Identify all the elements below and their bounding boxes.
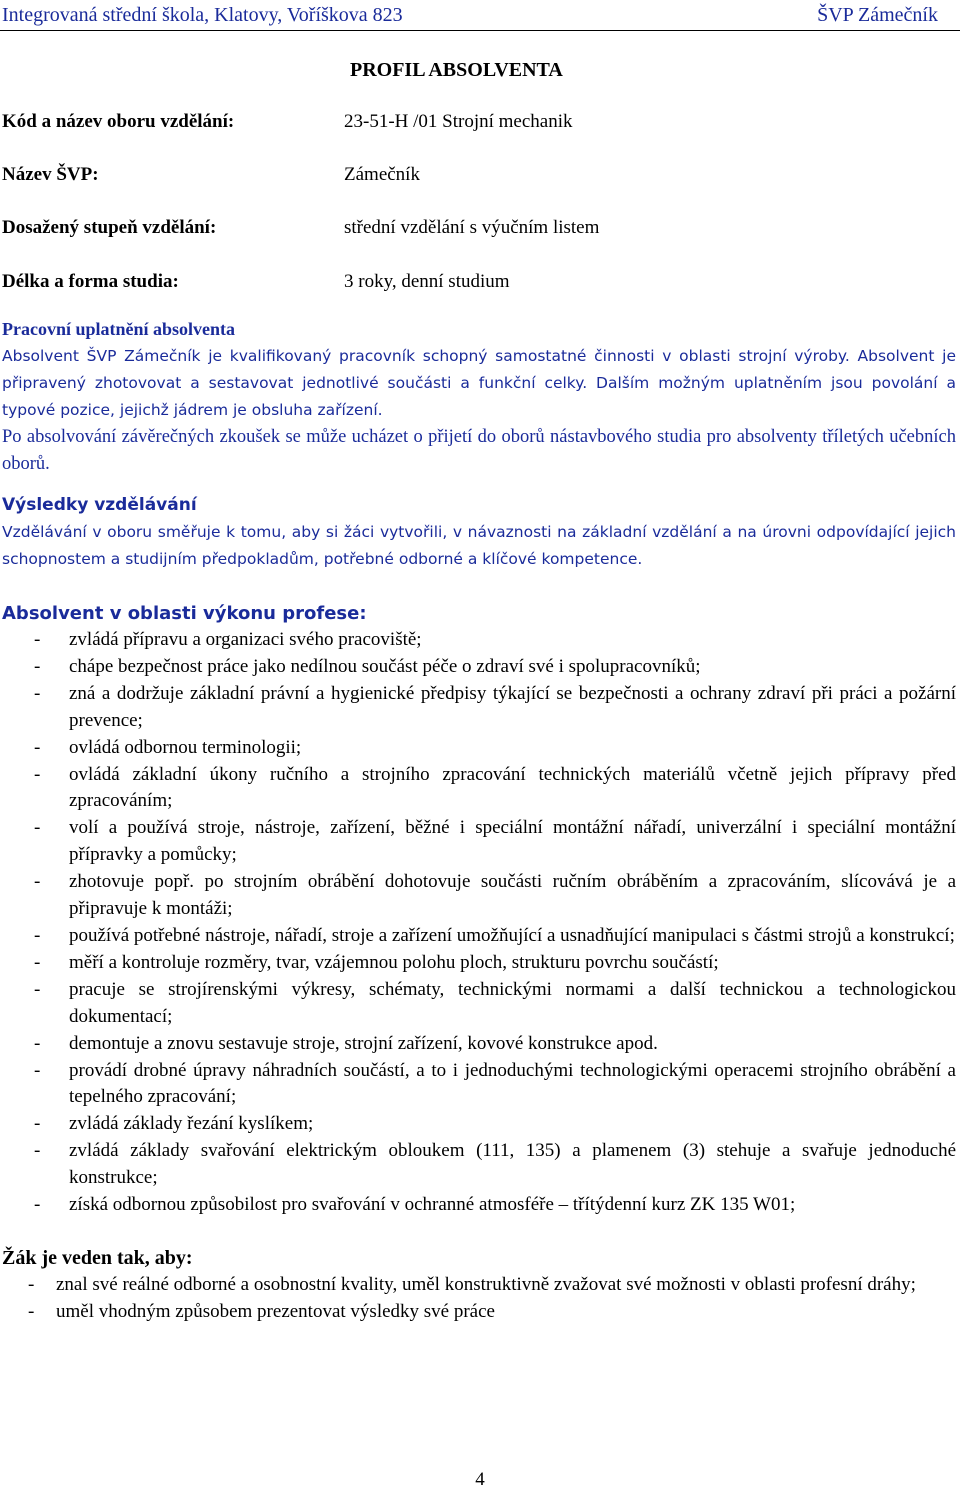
list-item: - zhotovuje popř. po strojním obrábění dohotovuje součásti ručním obráběním a zpracováním, slícovává je a připravuje k montáži; — [34, 871, 956, 920]
list-item: - volí a používá stroje, nástroje, zařízení, běžné i speciální montážní nářadí, univerzální i speciální montážní přípravky a pomůcky; — [34, 817, 956, 866]
info-row-duration — [0, 268, 960, 296]
section-heading-student: Žák je veden tak, aby: — [2, 1246, 193, 1269]
list-item: - uměl vhodným způsobem prezentovat výsledky své práce — [28, 1300, 495, 1322]
section-heading-profession: Absolvent v oblasti výkonu profese: — [2, 603, 367, 624]
list-item: - demontuje a znovu sestavuje stroje, strojní zařízení, kovové konstrukce apod. — [34, 1032, 658, 1054]
info-label: Délka a forma studia: — [2, 271, 179, 292]
header-program: ŠVP Zámečník — [817, 4, 938, 26]
page-header — [0, 0, 960, 31]
info-value: Zámečník — [344, 164, 420, 185]
info-value: 3 roky, denní studium — [344, 271, 510, 292]
list-item: - zvládá základy řezání kyslíkem; — [34, 1113, 314, 1135]
paragraph-further-study: Po absolvování závěrečných zkoušek se může ucházet o přijetí do oborů nástavbového studia pro absolventy tříletých učebních oborů. — [2, 427, 956, 474]
info-value: 23-51-H /01 Strojní mechanik — [344, 111, 573, 132]
list-item: - ovládá odbornou terminologii; — [34, 736, 302, 758]
document-body — [2, 316, 956, 1326]
info-row-level — [0, 214, 960, 242]
paragraph-results: Vzdělávání v oboru směřuje k tomu, aby si žáci vytvořili, v návaznosti na základní vzdělání a na úrovni odpovídající jejich schopnostem a studijním předpokladům, potřebné odborné a klíčové kompetence. — [2, 523, 956, 568]
page-title: PROFIL ABSOLVENTA — [350, 59, 563, 81]
header-school: Integrovaná střední škola, Klatovy, Voříškova 823 — [2, 4, 403, 26]
list-item: - pracuje se strojírenskými výkresy, schématy, technickými normami a další technickou a technologickou dokumentací; — [34, 978, 956, 1027]
list-item: - zvládá přípravu a organizaci svého pracoviště; — [34, 629, 422, 650]
list-item: - měří a kontroluje rozměry, tvar, vzájemnou polohu ploch, strukturu povrchu součástí; — [34, 951, 719, 973]
list-item: - provádí drobné úpravy náhradních součástí, a to i jednoduchými technologickými operacemi strojního obrábění a tepelného zpracování; — [34, 1059, 956, 1108]
info-row-svp — [0, 161, 960, 189]
list-item: - zvládá základy svařování elektrickým obloukem (111, 135) a plamenem (3) stehuje a svařuje jednoduché konstrukce; — [34, 1140, 956, 1189]
list-item: - ovládá základní úkony ručního a strojního zpracování technických materiálů včetně jejich přípravy před zpracováním; — [34, 763, 956, 812]
info-label: Dosažený stupeň vzdělání: — [2, 217, 217, 238]
list-item: - zná a dodržuje základní právní a hygienické předpisy týkající se bezpečnosti a ochrany zdraví při práci a požární prevence; — [34, 682, 956, 731]
list-item: - získá odbornou způsobilost pro svařování v ochranné atmosféře – třítýdenní kurz ZK 135 W01; — [34, 1194, 796, 1216]
student-list — [2, 1272, 956, 1326]
section-heading-employment: Pracovní uplatnění absolventa — [2, 319, 236, 339]
section-heading-results: Výsledky vzdělávání — [2, 495, 197, 515]
list-item: - chápe bezpečnost práce jako nedílnou součást péče o zdraví své i spolupracovníků; — [34, 655, 701, 677]
info-row-code — [0, 108, 960, 136]
info-value: střední vzdělání s výučním listem — [344, 217, 600, 238]
page-number: 4 — [475, 1469, 485, 1490]
paragraph-employment: Absolvent ŠVP Zámečník je kvalifikovaný pracovník schopný samostatné činnosti v oblasti strojní výroby. Absolvent je připravený zhotovovat a sestavovat jednotlivé součásti a funkční celky. Dalším možným uplatněním jsou povolání a typové pozice, jejichž jádrem je obsluha zařízení. — [2, 347, 956, 419]
info-label: Název ŠVP: — [2, 164, 99, 185]
list-item: - znal své reálné odborné a osobnostní kvality, uměl konstruktivně zvažovat své možnosti v oblasti profesní dráhy; — [28, 1273, 916, 1295]
profession-list — [2, 627, 956, 1219]
info-label: Kód a název oboru vzdělání: — [2, 111, 235, 132]
list-item: - používá potřebné nástroje, nářadí, stroje a zařízení umožňující a usnadňující manipulaci s částmi strojů a konstrukcí; — [34, 924, 955, 946]
